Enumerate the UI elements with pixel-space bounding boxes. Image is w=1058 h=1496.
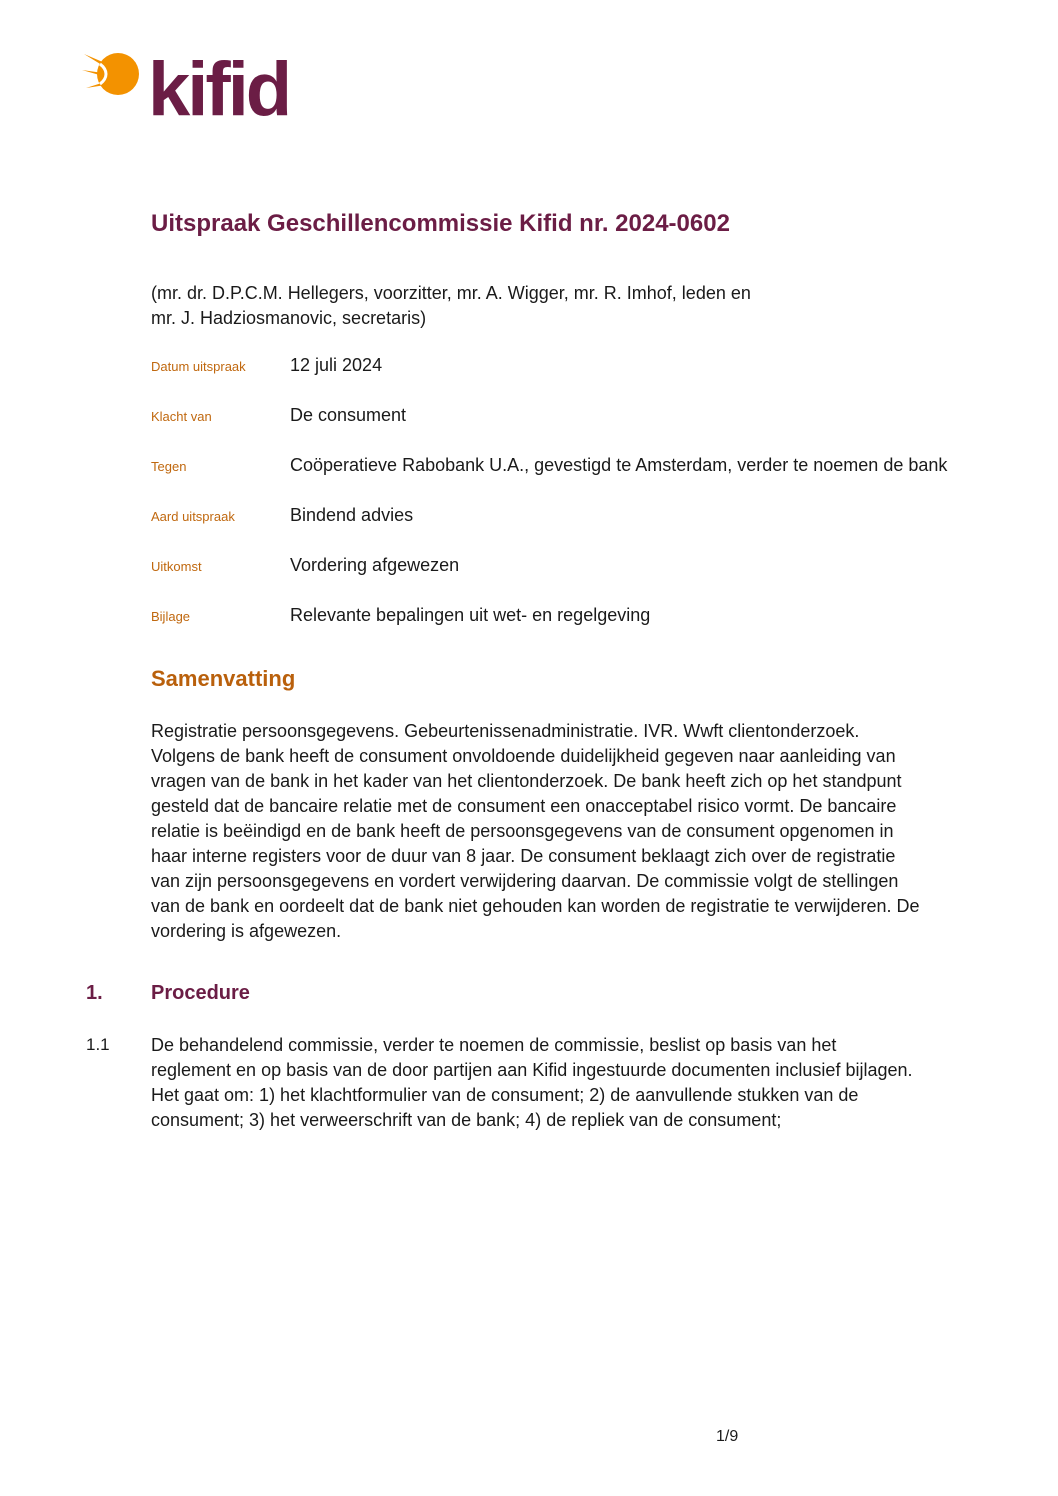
commission-composition — [151, 281, 871, 331]
summary-paragraph — [151, 719, 951, 944]
section-title: Procedure — [151, 982, 250, 1004]
paragraph-line: Het gaat om: 1) het klachtformulier van de consument; 2) de aanvullende stukken van de — [151, 1085, 859, 1105]
summary-line: vordering is afgewezen. — [151, 921, 342, 941]
kifid-logo — [82, 48, 322, 120]
meta-label: Klacht van — [151, 409, 212, 424]
section-number: 1. — [86, 982, 103, 1004]
composition-line-2: mr. J. Hadziosmanovic, secretaris) — [151, 308, 427, 328]
sun-icon — [82, 53, 139, 95]
composition-line-1: (mr. dr. D.P.C.M. Hellegers, voorzitter, mr. A. Wigger, mr. R. Imhof, leden en — [151, 283, 751, 303]
meta-row-attachment — [151, 605, 1011, 655]
summary-line: relatie is beëindigd en de bank heeft de persoonsgegevens van de consument opgenomen in — [151, 821, 894, 841]
meta-row-complainant — [151, 405, 1011, 455]
meta-label: Bijlage — [151, 609, 191, 624]
meta-row-against — [151, 455, 1011, 505]
paragraph-line: De behandelend commissie, verder te noemen de commissie, beslist op basis van het — [151, 1035, 837, 1055]
logo-wordmark: kifid — [148, 48, 290, 120]
summary-line: gesteld dat de bancaire relatie met de consument een onacceptabel risico vormt. De bancaire — [151, 796, 897, 816]
meta-label: Uitkomst — [151, 559, 202, 574]
kifid-logo-graphic — [82, 48, 322, 120]
meta-label: Aard uitspraak — [151, 509, 235, 524]
summary-line: haar interne registers voor de duur van 8 jaar. De consument beklaagt zich over de registratie — [151, 846, 896, 866]
meta-value: Relevante bepalingen uit wet- en regelgeving — [290, 605, 651, 625]
summary-line: vragen van de bank in het kader van het clientonderzoek. De bank heeft zich op het standpunt — [151, 771, 902, 791]
summary-heading: Samenvatting — [151, 666, 296, 691]
meta-row-outcome — [151, 555, 1011, 605]
summary-line: Volgens de bank heeft de consument onvoldoende duidelijkheid gegeven naar aanleiding van — [151, 746, 896, 766]
summary-line: van zijn persoonsgegevens en vordert verwijdering daarvan. De commissie volgt de stellingen — [151, 871, 899, 891]
paragraph-number: 1.1 — [86, 1035, 110, 1054]
meta-value: De consument — [290, 405, 407, 425]
meta-value: 12 juli 2024 — [290, 355, 383, 375]
paragraph-line: consument; 3) het verweerschrift van de bank; 4) de repliek van de consument; — [151, 1110, 782, 1130]
meta-value: Bindend advies — [290, 505, 414, 525]
page-number: 1/9 — [716, 1428, 739, 1445]
summary-line: van de bank en oordeelt dat de bank niet gehouden kan worden de registratie te verwijderen. De — [151, 896, 920, 916]
document-title: Uitspraak Geschillencommissie Kifid nr. 2024-0602 — [151, 210, 730, 237]
meta-row-date — [151, 355, 1011, 405]
case-metadata — [151, 355, 1011, 655]
meta-label: Tegen — [151, 459, 187, 474]
paragraph-line: reglement en op basis van de door partijen aan Kifid ingestuurde documenten inclusief bijlagen. — [151, 1060, 913, 1080]
meta-value: Coöperatieve Rabobank U.A., gevestigd te Amsterdam, verder te noemen de bank — [290, 455, 948, 475]
summary-line: Registratie persoonsgegevens. Gebeurtenissenadministratie. IVR. Wwft clientonderzoek. — [151, 721, 860, 741]
meta-value: Vordering afgewezen — [290, 555, 460, 575]
procedure-paragraph — [151, 1033, 951, 1133]
meta-label: Datum uitspraak — [151, 359, 246, 374]
meta-row-type — [151, 505, 1011, 555]
